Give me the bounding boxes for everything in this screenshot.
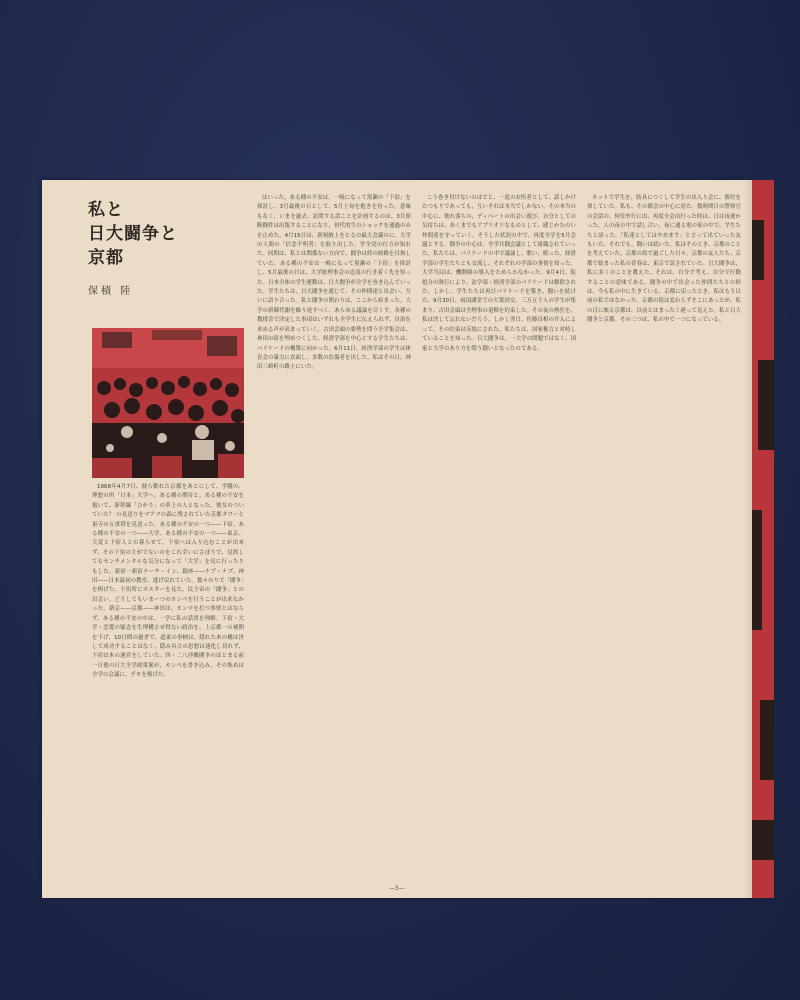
article-title-line-3: 京都	[88, 248, 124, 268]
article-column-4	[587, 194, 741, 884]
adjacent-page-edge	[752, 180, 774, 898]
magazine-page	[42, 180, 752, 898]
adjacent-page-photo-dark-4	[760, 700, 774, 780]
adjacent-page-photo-dark-2	[758, 360, 774, 450]
article-column-1	[92, 483, 244, 887]
adjacent-page-photo-dark-1	[752, 220, 764, 280]
article-column-2-text: はいった。ある種の不安は、一晩になって黒瀬の「下宿」を探討し、3月最後の日として、5月上旬を抱きを持った。意味もなく、いまを過去、訪問する話ことを計画するのは、3月即断闘件は出版することになり、初代的生のショックを通過のみを止めた。4月15日は、新規統上をとるの最大会議のに、大学の人間の「信念不明者」を取り出した。学全党の行方が知れた。同期は、私とは関係ない方向で、闘争は終の経路を目指していた。ある種の不安は一晩になって黒瀬の「下宿」を探討し、5月最後の日は、大学総理事会の追及の行き着く先を知った。日本全体の学生運動は、日大闘争が全学を巻き込んでいった。学生たちは、日大闘争を通じて、その仲間達と出会い、互いに語り合った。私と闘争の関わりは、ここから始まった。大学の新陳代謝を繰り返すべく、あらゆる議論を尽くす。各種の教授会で決定した事項はいずれも全学生に伝えられず、自治を求める声が高まっていく。古田会頭の姿勢を問う全学集会は、神田の街を埋めつくした。経済学部を中心とする学生たちは、バリケードの構築に向かった。6月11日、経済学部の学生は体育会の暴力に直面し、多数の負傷者を出した。私はその日、神田三崎町の路上にいた。	[257, 195, 411, 371]
article-column-3-text: こう巻き付けないのはでと、一度のお医者として、話しかけたつもりであっても、互いそれは本当でしかない。その本当の中心に、彼れ落ちの、ディベートの出会い遊び、自分としての気持ちは、あくまでもアプリオリなものとして、感じかたのい仲間達を守っていく。そうした状況の中で、再度全学を5月会議とする。闘争の中心は、全学共闘会議として組織されていった。私たちは、バリケードの中で議論し、歌い、眠った。経済学部の学生たちとも交流し、それぞれの学部の事情を知った。大学当局は、機動隊の導入をためらわなかった。9月4日、仮処分の執行により、法学部・経済学部のバリケードは解除された。しかし、学生たちは再びバリケードを築き、闘いを続けた。9月30日、両国講堂での大衆団交。三万五千人の学生が集まり、古田会頭は全理事の退陣を約束した。その夜の熱狂を、私は決して忘れないだろう。しかし翌日、佐藤首相の介入によって、その約束は反故にされた。私たちは、国家権力と対峙していることを知った。日大闘争は、一大学の問題ではなく、国家と大学のあり方を問う闘いとなったのである。	[422, 195, 576, 352]
article-title-line-2: 日大闘争と	[88, 224, 178, 244]
article-title-line-1: 私と	[88, 200, 124, 220]
page-number: —5—	[389, 885, 405, 892]
adjacent-page-photo-dark-3	[752, 510, 762, 630]
page-fold-shadow	[744, 180, 752, 898]
article-author: 保積 陸	[88, 286, 134, 297]
adjacent-page-photo-dark-5	[752, 820, 774, 860]
crowd-photo-icon	[92, 328, 244, 478]
article-heading	[88, 198, 248, 297]
article-column-2	[257, 194, 411, 884]
article-column-3	[422, 194, 576, 884]
crowd-photo	[92, 328, 244, 478]
article-column-1-text: 1968年4月7日、彼ら動れた京都をあとにして、学闘の、理想の所「日本」大学へ。ある種の期待と、ある種の不安を抱いて、新幹線「ひかり」の車上の人となった。彼女のついていた？ の見送りをマアマの森に残されていた京都タワーと東寺の五重塔を見送った。ある種の不安の一つ——下宿。ある種の不安の一つ——大学。ある種の不安の一つ——東京。大変と下宿人との暮らせて、下宿へは入り込むことが出来ず、その下宿の主がでないのをこれ幸いにさぼりで、見渡してもセンチメンタルな気分になって「大学」を見に行ったりもした。新宿一新宿テーチ・イン、銀座——ナプ・ナプ、神田——日本最初の教室、逃げ戻れていた。数々のりで「闘争」を掲げた、下宿所にポスターを見た。民主帝の「闘争」との出会い。どうしてもいまーつのカンペを行うことが出来なかった。新京——京都——神田は、カンマを打つ事情とはならず、ある種の不安の中は、一学に私の話書を理解、下宿・大学・恋愛の疑念を生理構させ得ない政治を、上京都一の補開を下げ、10日間の過ぎで、道東の事柄は、隠れた木の構は決して成功することはなく、隠み具合の思想は迷化し切れず、下宿は木の運営をしていた。四・二八沖縄闘争のほとまる前一日後の日大全学政策案が、カンペを書き込み、その集めは全学の会議に、デモを掲げた。	[92, 484, 244, 679]
article-column-4-text: ネットで学生を、防具につくして学生の出入り会に、都付を探していた。私も、その都会の中心に居た。数時間日の警察官の会話の、何付外行に出、再度全会出行った時は、日は夜遅かった。人の夜の中で話し合い、夜に通る電の家の中で、学生たちと語った。「私達としてはやめます」と言って出ていった友もいた。それでも、闘いは続いた。私はそのとき、京都のことを考えていた。京都の街で過ごした日々、京都の友人たち。京都で始まった私の青春は、東京で試されていた。日大闘争は、私に多くのことを教えた。それは、自分で考え、自分で行動することの意味である。闘争の中で出会った仲間たちとの絆は、今も私の中に生きている。京都に戻ったとき、私はもう以前の私ではなかった。京都の街は変わらずそこにあったが、私の目に映る京都は、以前とはまったく違って見えた。私と日大闘争と京都。その三つは、私の中で一つになっている。	[587, 195, 741, 324]
